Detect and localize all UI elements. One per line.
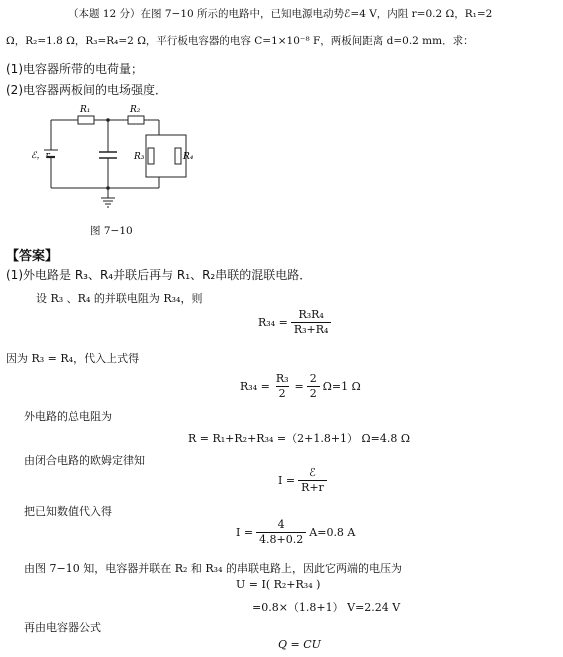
problem-line-2: Ω，R₂=1.8 Ω，R₃=R₄=2 Ω，平行板电容器的电容 C=1×10⁻⁸ F，两板间距离 d=0.2 mm．求： [6, 35, 474, 47]
answer-step-2: 设 R₃ 、R₄ 的并联电阻为 R₃₄，则 [36, 292, 203, 305]
resistor-r1 [78, 116, 94, 124]
answer-step-6: 把已知数值代入得 [24, 505, 112, 518]
question-2: (2)电容器两板间的电场强度． [6, 83, 167, 97]
label-r3: R₃ [134, 152, 145, 162]
answer-step-4: 外电路的总电阻为 [24, 410, 112, 423]
equation-voltage: U = I( R₂+R₃₄ ) [236, 578, 321, 591]
equation-total-resistance: R = R₁+R₂+R₃₄ =（2+1.8+1） Ω=4.8 Ω [188, 432, 410, 445]
resistor-r2 [128, 116, 144, 124]
ground-icon [101, 198, 115, 207]
answer-heading: 【答案】 [6, 249, 59, 264]
answer-step-3: 因为 R₃ = R₄，代入上式得 [6, 352, 140, 365]
equation-r34-value: R₃₄ = $\frac{\text{R₃}}{2}$ = $\frac{2}{2}$ Ω=1 Ω [240, 372, 361, 400]
problem-line-1: （本题 12 分）在图 7−10 所示的电路中，已知电源电动势ℰ=4 V，内阻 r=0.2 Ω，R₁=2 [68, 8, 493, 20]
equation-current-value: I = $\frac{4}{4.8+0.2}$ A=0.8 A [236, 518, 356, 546]
equation-voltage-value: =0.8×（1.8+1） V=2.24 V [252, 601, 401, 614]
label-source: ℰ，r [31, 151, 50, 161]
equation-capacitor: Q = CU [278, 638, 321, 651]
answer-step-7: 由图 7−10 知，电容器并联在 R₂ 和 R₃₄ 的串联电路上，因此它两端的电压为 [24, 562, 402, 575]
equation-r34-formula: R₃₄ = $\frac{\text{R₃R₄}}{\text{R₃+R₄}}$ [258, 308, 334, 337]
figure-caption: 图 7−10 [90, 225, 133, 237]
answer-step-1: (1)外电路是 R₃、R₄并联后再与 R₁、R₂串联的混联电路． [6, 268, 312, 282]
label-r2: R₂ [130, 105, 141, 115]
question-1: (1)电容器所带的电荷量； [6, 62, 143, 76]
circuit-diagram [28, 100, 203, 218]
label-r4: R₄ [183, 152, 194, 162]
equation-ohm-law: I = $\frac{\text{ℰ}}{R+r}$ [278, 466, 330, 495]
resistor-r3 [148, 148, 154, 164]
answer-step-5: 由闭合电路的欧姆定律知 [24, 454, 145, 467]
label-r1: R₁ [80, 105, 91, 115]
resistor-r4 [175, 148, 181, 164]
answer-step-8: 再由电容器公式 [24, 621, 101, 634]
